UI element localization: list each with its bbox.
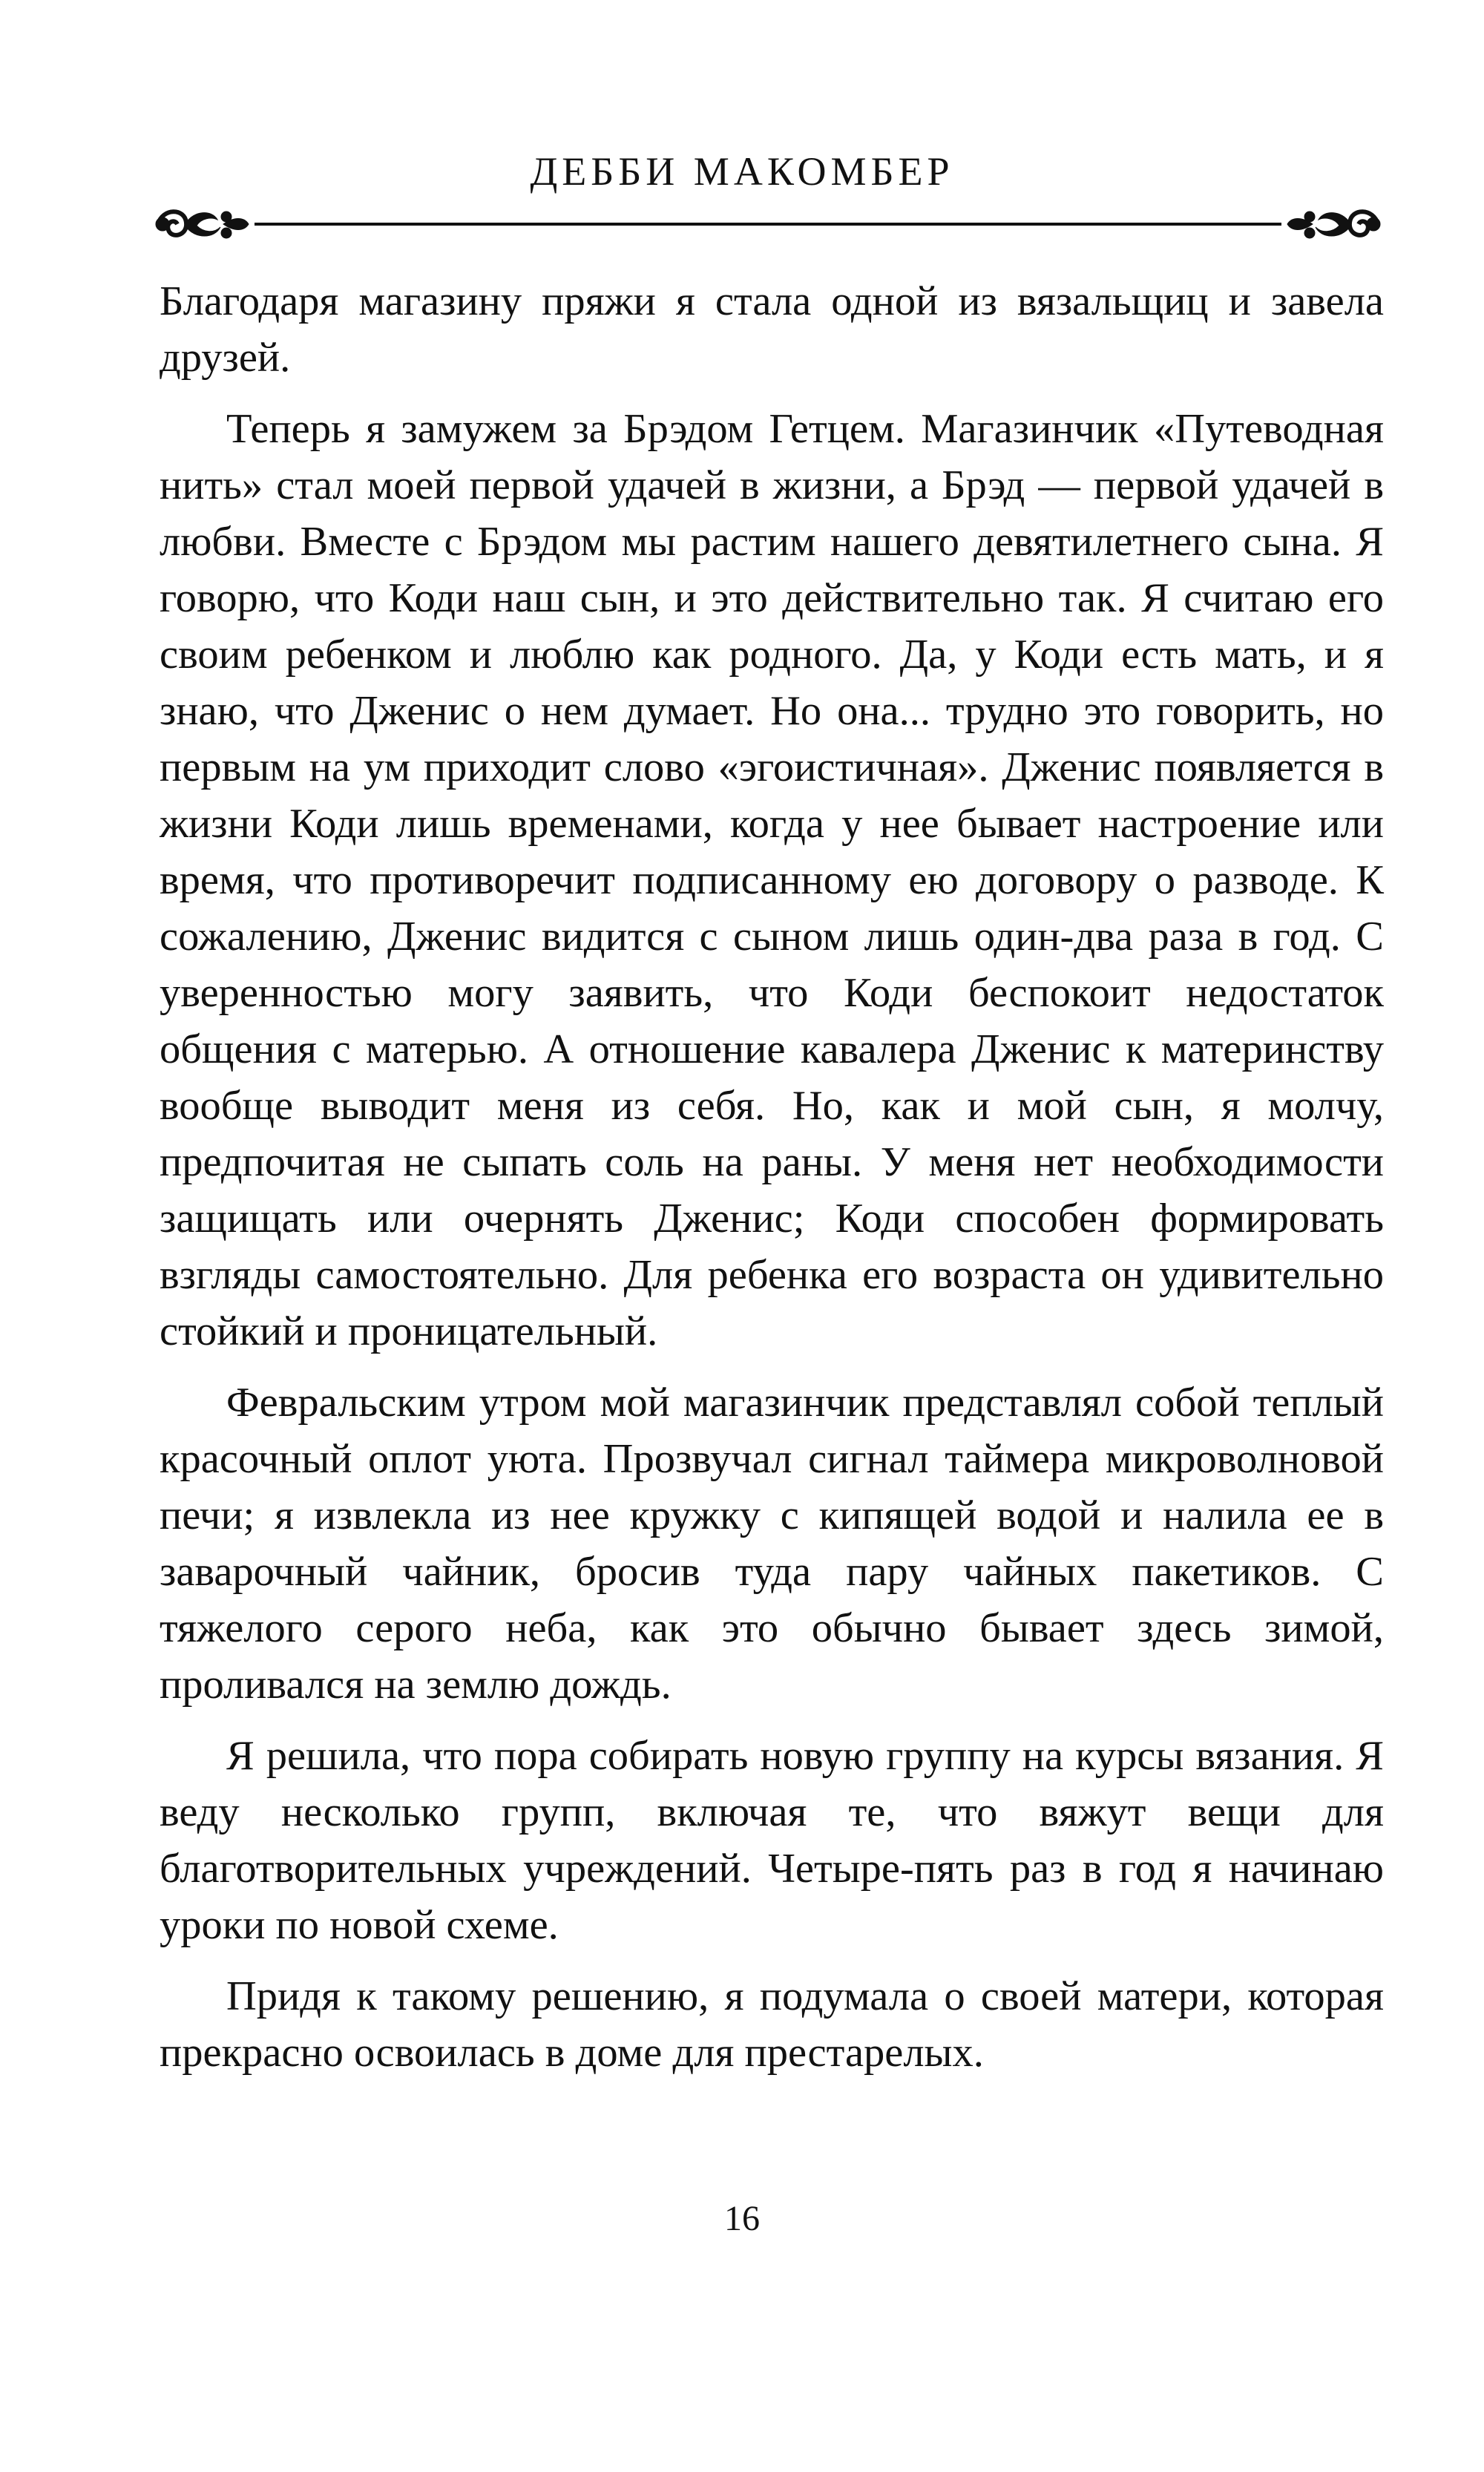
running-title: ДЕББИ МАКОМБЕР: [530, 149, 954, 194]
paragraph: Благодаря магазину пряжи я стала одной из вязальщиц и завела друзей.: [160, 278, 1384, 381]
paragraph: Февральским утром мой магазинчик представлял собой теплый красочный оплот уюта. Прозвучал сигнал таймера микроволновой печи; я извлекла из нее кружку с кипящей водой и налила ее в заварочный чайник, бросив туда пару чайных пакетиков. С тяжелого серого неба, как это обычно бывает здесь зимой, проливался на землю дождь.: [160, 1380, 1384, 1708]
right-floral-ornament-icon: [1287, 212, 1380, 238]
page-number: 16: [724, 2199, 760, 2238]
paragraph: Теперь я замужем за Брэдом Гетцем. Магазинчик «Путеводная нить» стал моей первой удачей в жизни, а Брэд — первой удачей в любви. Вместе с Брэдом мы растим нашего девятилетнего сына. Я говорю, что Коди наш сын, и это действительно так. Я считаю его своим ребенком и люблю как родного. Да, у Коди есть мать, и я знаю, что Дженис о нем думает. Но она... трудно это говорить, но первым на ум приходит слово «эгоистичная». Дженис появляется в жизни Коди лишь временами, когда у нее бывает настроение или время, что противоречит подписанному ею договору о разводе. К сожалению, Дженис видится с сыном лишь один-два раза в год. С уверенностью могу заявить, что Коди беспокоит недостаток общения с матерью. А отношение кавалера Дженис к материнству вообще выводит меня из себя. Но, как и мой сын, я молчу, предпочитая не сыпать соль на раны. У меня нет необходимости защищать или очернять Дженис; Коди способен формировать взгляды самостоятельно. Для ребенка его возраста он удивительно стойкий и проницательный.: [160, 406, 1384, 1354]
header-rule: [152, 194, 1384, 254]
paragraph: Придя к такому решению, я подумала о своей матери, которая прекрасно освоилась в доме для престарелых.: [160, 1973, 1384, 2076]
main-text: [160, 273, 1384, 2081]
left-floral-ornament-icon: [156, 212, 249, 238]
paragraph: Я решила, что пора собирать новую группу на курсы вязания. Я веду несколько групп, включая те, что вяжут вещи для благотворительных учреждений. Четыре-пять раз в год я начинаю уроки по новой схеме.: [160, 1733, 1384, 1948]
